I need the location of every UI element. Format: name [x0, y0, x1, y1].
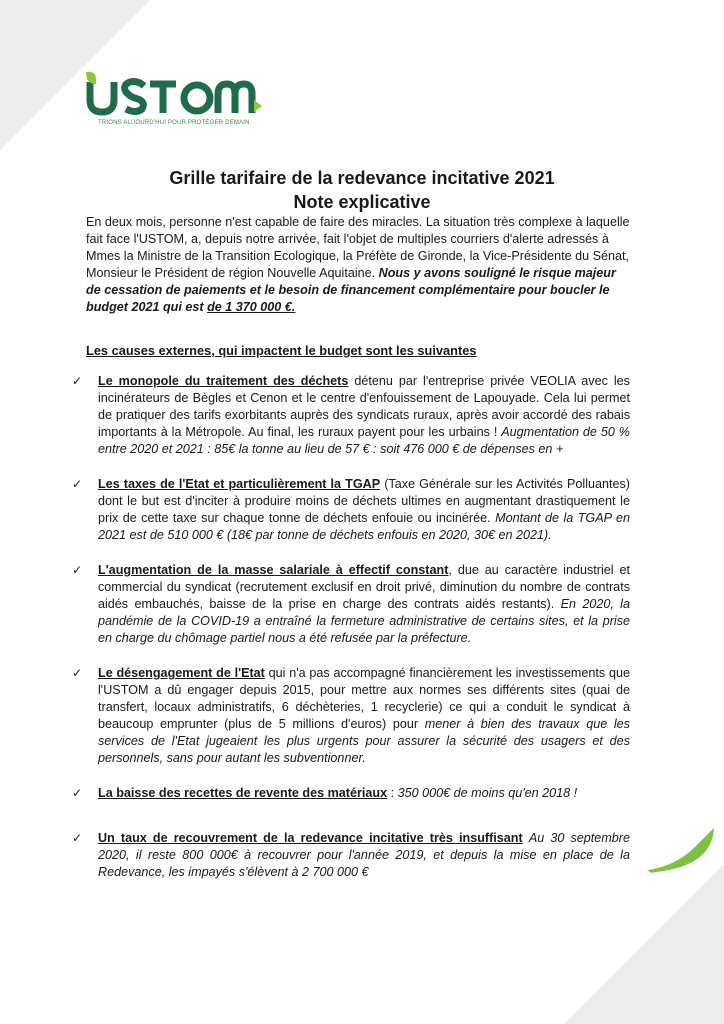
logo-wordmark [84, 70, 264, 118]
cause-item [72, 562, 631, 647]
cause-italic: Augmentation de 50 % entre 2020 et 2021 : 85€ la tonne au lieu de 57 € : soit 476 000 € de dépenses en + [98, 425, 630, 456]
document-title [0, 166, 724, 214]
cause-heading: Les taxes de l'Etat et particulièrement la TGAP [98, 477, 381, 491]
cause-heading: Le désengagement de l'Etat [98, 666, 265, 680]
title-line-1: Grille tarifaire de la redevance incitative 2021 [169, 168, 555, 188]
cause-text: (Taxe Générale sur les Activités Polluantes) dont le but est d'inciter à produire moins de déchets ultimes en augmentant drastiquement le prix de cette taxe sur chaque tonne de déchets enfouie ou incinérée. [98, 477, 630, 525]
cause-text: qui n'a pas accompagné financièrement les investissements que l'USTOM a dû engager depuis 2015, pour mettre aux normes ses différents sites (quai de transfert, locaux administratifs, 6 déchèteries, 1 recyclerie) ce qui a conduit le syndicat à beaucoup emprunter (plus de 5 millions d'euros) pour [98, 666, 630, 731]
cause-italic: Montant de la TGAP en 2021 est de 510 000 € (18€ par tonne de déchets enfouis en 2020, 30€ en 2021). [98, 511, 631, 542]
cause-italic: En 2020, la pandémie de la COVID-19 a entraîné la fermeture administrative de certains sites, et la prise en charge du chômage partiel nous a été refusée par la préfecture. [98, 597, 630, 645]
title-line-2: Note explicative [293, 192, 431, 212]
checkmark-icon: ✓ [72, 831, 83, 845]
checkmark-icon: ✓ [72, 563, 83, 577]
cause-text: , due au caractère industriel et commercial du syndicat (recrutement exclusif en droit privé, diminution du nombre de contrats aidés embauchés, baisse de la prise en charge des contrats aidés restants). [98, 563, 631, 611]
logo-tagline: TRIONS AUJOURD'HUI POUR PROTÉGER DEMAIN [98, 120, 250, 126]
leaf-decoration-icon [646, 826, 716, 881]
intro-paragraph [86, 214, 630, 316]
cause-italic: Au 30 septembre 2020, il reste 800 000€ à recouvrer pour l'année 2019, et depuis la mise en place de la Redevance, les impayés s'élèvent à 2 700 000 € [98, 831, 630, 879]
cause-heading: La baisse des recettes de revente des matériaux [98, 786, 388, 800]
checkmark-icon: ✓ [72, 374, 83, 388]
section-title: Les causes externes, qui impactent le budget sont les suivantes [86, 343, 477, 358]
cause-text: : [387, 786, 398, 800]
cause-item [72, 373, 630, 458]
intro-emphasis-text: Nous y avons souligné le risque majeur de cessation de paiements et le besoin de financement complémentaire pour boucler le budget 2021 qui est [86, 266, 616, 314]
cause-item [72, 665, 630, 767]
cause-italic: 350 000€ de moins qu'en 2018 ! [397, 786, 578, 800]
document-body [72, 214, 631, 899]
intro-text: En deux mois, personne n'est capable de faire des miracles. La situation très complexe à laquelle fait face l'USTOM, a, depuis notre arrivée, fait l'objet de multiples courriers d'alerte adressés à Mmes la Ministre de la Transition Ecologique, la Préfète de Gironde, la Vice-Présidente du Sénat, Monsieur le Président de région Nouvelle Aquitaine. [86, 215, 630, 280]
cause-item [72, 830, 630, 881]
cause-item [72, 785, 630, 802]
intro-amount: de 1 370 000 €. [207, 300, 296, 314]
cause-italic: mener à bien des travaux que les services de l'Etat jugeaient les plus urgents pour assurer la sécurité des usagers et des personnels, sans pour autant les subventionner. [98, 717, 630, 765]
cause-item [72, 476, 631, 544]
cause-heading: Le monopole du traitement des déchets [98, 374, 349, 388]
checkmark-icon: ✓ [72, 666, 83, 680]
checkmark-icon: ✓ [72, 477, 83, 491]
ustom-logo [84, 70, 284, 126]
cause-text: détenu par l'entreprise privée VEOLIA avec les incinérateurs de Bègles et Cenon et le centre d'enfouissement de Lapouyade. Cela lui permet de pratiquer des tarifs exorbitants auprès des syndicats ruraux, après avoir accordé des rabais importants à la Métropole. Au final, les ruraux payent pour les urbains ! [98, 374, 630, 439]
checkmark-icon: ✓ [72, 786, 83, 800]
cause-heading: Un taux de recouvrement de la redevance incitative très insuffisant [98, 831, 523, 845]
cause-heading: L'augmentation de la masse salariale à effectif constant [98, 563, 449, 577]
